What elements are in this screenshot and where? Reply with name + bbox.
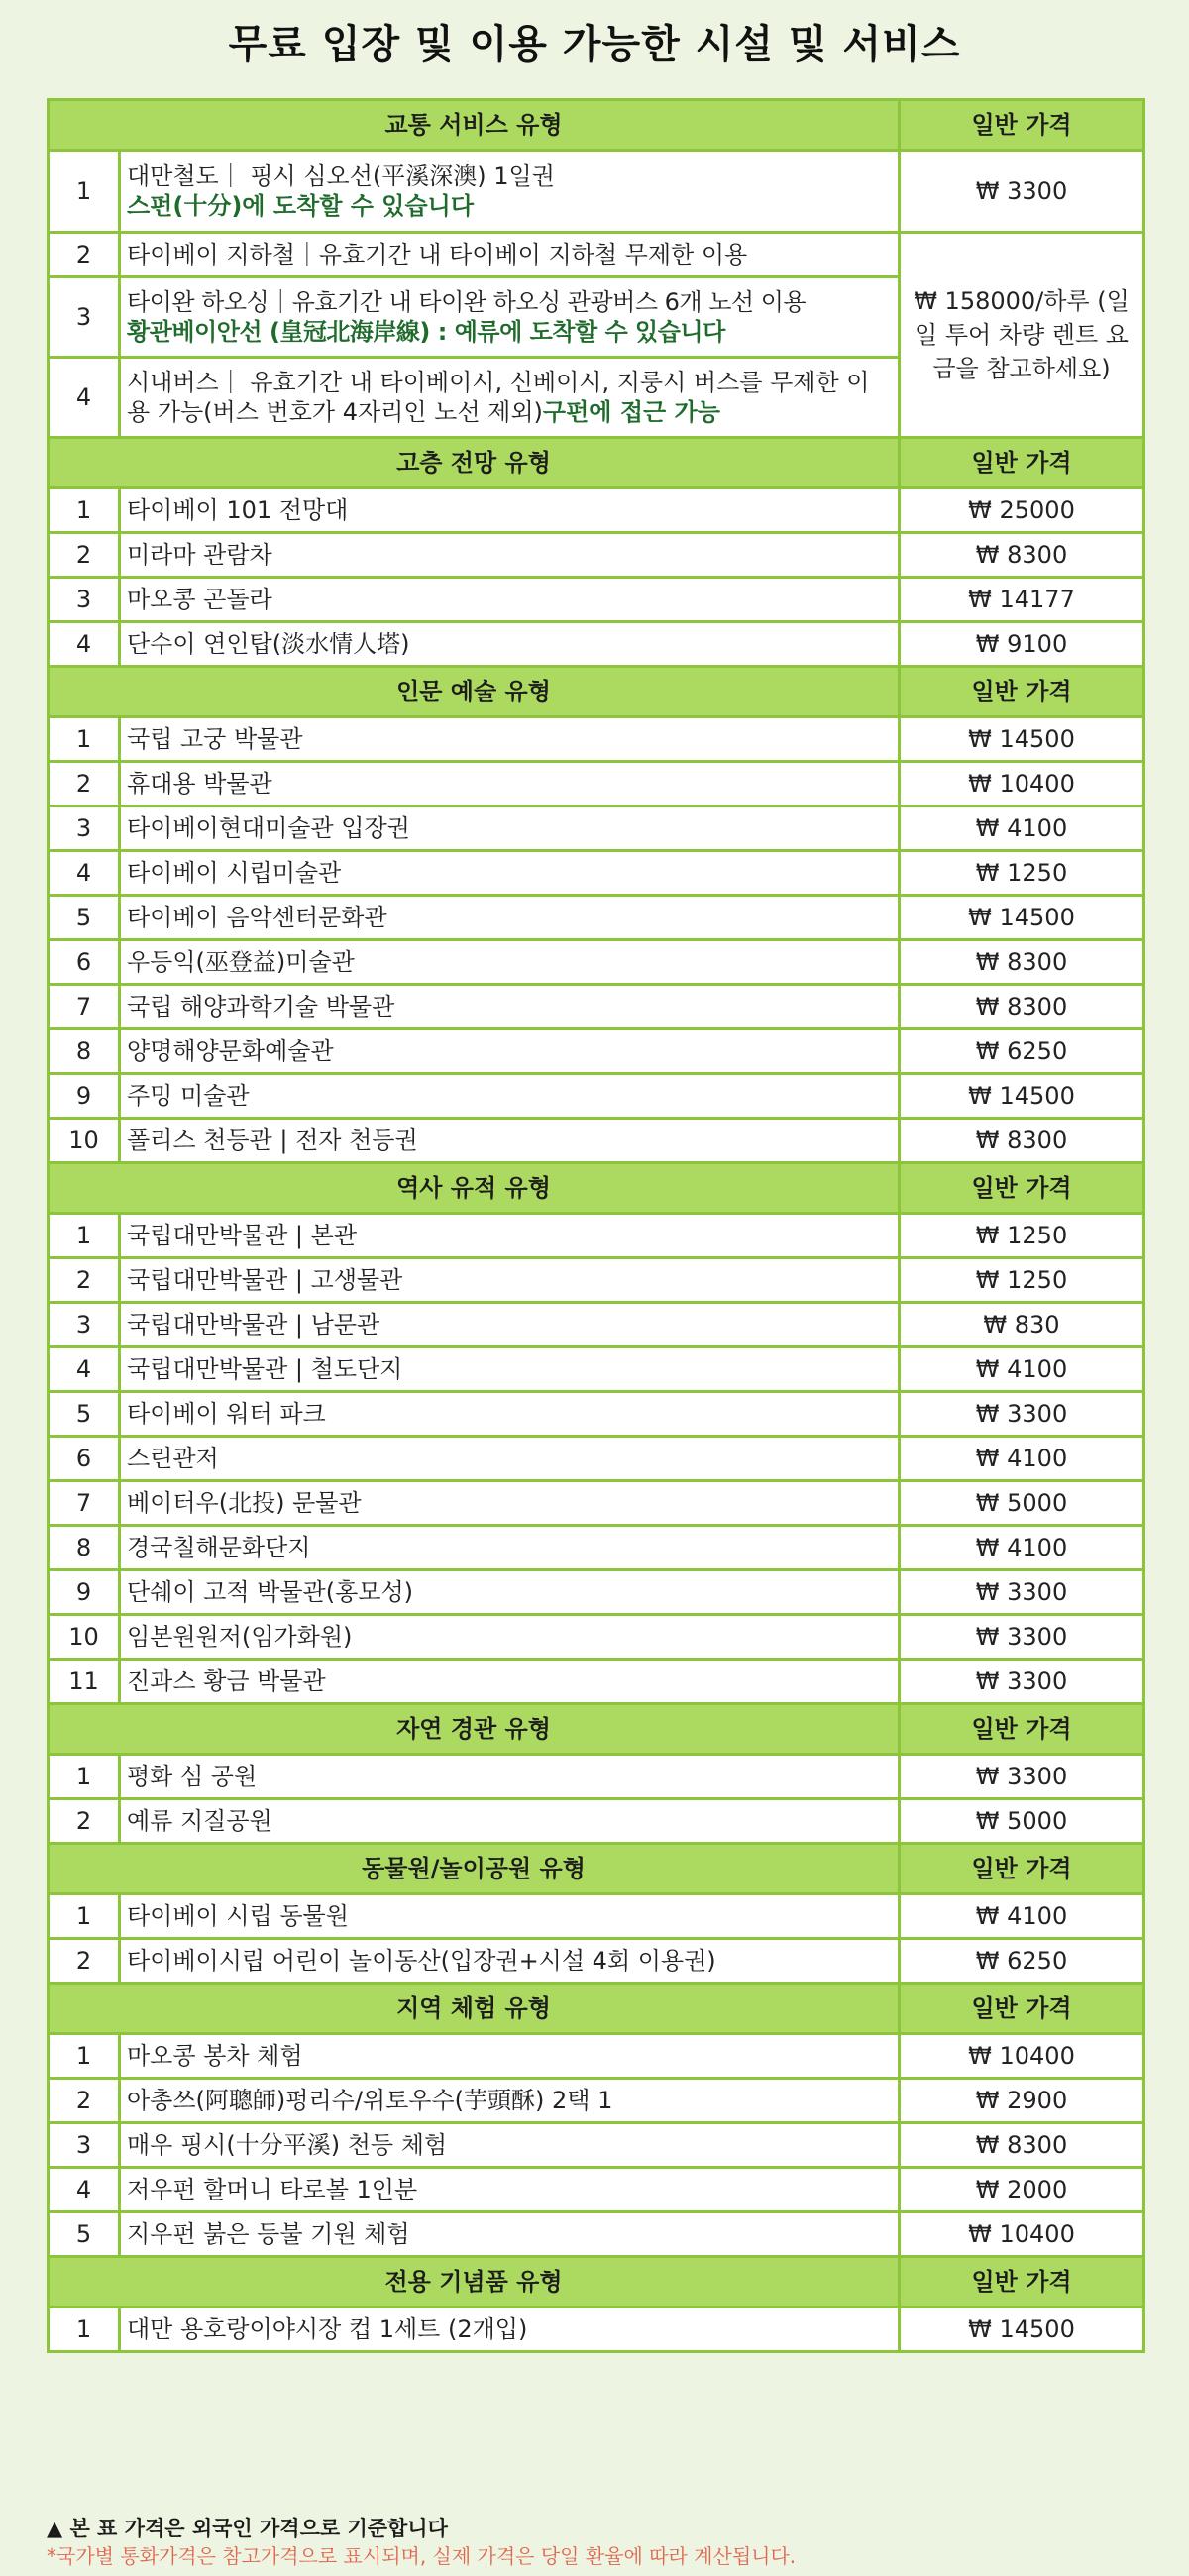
row-number: 1 (49, 151, 120, 233)
row-number: 2 (49, 1799, 120, 1844)
row-number: 4 (49, 358, 120, 438)
row-highlight: 스펀(十分)에 도착할 수 있습니다 (127, 192, 475, 220)
section-title: 교통 서비스 유형 (49, 100, 900, 151)
row-price: ₩ 3300 (900, 1615, 1144, 1660)
price-column-header: 일반 가격 (900, 667, 1144, 717)
row-number: 10 (49, 1119, 120, 1163)
row-number: 1 (49, 2308, 120, 2352)
row-price: ₩ 3300 (900, 1570, 1144, 1615)
table-row (49, 896, 1144, 940)
row-name: 국립 고궁 박물관 (120, 717, 900, 762)
row-name: 미라마 관람차 (120, 533, 900, 578)
row-name: 타이베이시립 어린이 놀이동산(입장권+시설 4회 이용권) (120, 1939, 900, 1984)
table-row (49, 2034, 1144, 2079)
row-name: 타이베이현대미술관 입장권 (120, 806, 900, 851)
row-price: ₩ 3300 (900, 151, 1144, 233)
price-column-header: 일반 가격 (900, 1163, 1144, 1214)
table-row (49, 806, 1144, 851)
row-price: ₩ 9100 (900, 622, 1144, 667)
row-name: 국립 해양과학기술 박물관 (120, 985, 900, 1029)
row-name (120, 277, 900, 358)
row-number: 2 (49, 533, 120, 578)
row-name: 아총쓰(阿聰師)펑리수/위토우수(芋頭酥) 2택 1 (120, 2079, 900, 2123)
merged-price: ₩ 158000/하루 (일일 투어 차량 렌트 요금을 참고하세요) (900, 233, 1144, 438)
row-price: ₩ 10400 (900, 2212, 1144, 2257)
row-price: ₩ 2900 (900, 2079, 1144, 2123)
note-foreigner-price: ▲ 본 표 가격은 외국인 가격으로 기준합니다 (47, 2517, 448, 2540)
section-title: 전용 기념품 유형 (49, 2257, 900, 2308)
table-row (49, 1029, 1144, 1074)
section-header (49, 1984, 1144, 2034)
row-number: 1 (49, 2034, 120, 2079)
section-title: 역사 유적 유형 (49, 1163, 900, 1214)
table-row (49, 851, 1144, 896)
row-price: ₩ 1250 (900, 1214, 1144, 1258)
row-price: ₩ 14500 (900, 896, 1144, 940)
table-row (49, 1894, 1144, 1939)
row-price: ₩ 3300 (900, 1392, 1144, 1437)
section-title: 자연 경관 유형 (49, 1704, 900, 1755)
row-price: ₩ 14177 (900, 578, 1144, 622)
row-price: ₩ 6250 (900, 1029, 1144, 1074)
row-name: 타이베이 시립 동물원 (120, 1894, 900, 1939)
table-row (49, 717, 1144, 762)
row-price: ₩ 14500 (900, 2308, 1144, 2352)
row-highlight: 구펀에 접근 가능 (542, 398, 720, 426)
section-title: 지역 체험 유형 (49, 1984, 900, 2034)
row-number: 2 (49, 762, 120, 806)
row-name: 베이터우(北投) 문물관 (120, 1481, 900, 1526)
facilities-table (47, 98, 1145, 2353)
table-row (49, 1214, 1144, 1258)
table-row (49, 2168, 1144, 2212)
row-name: 대만 용호랑이야시장 컵 1세트 (2개입) (120, 2308, 900, 2352)
table-row (49, 1392, 1144, 1437)
row-name: 폴리스 천등관 | 전자 천등권 (120, 1119, 900, 1163)
row-name: 우등익(巫登益)미술관 (120, 940, 900, 985)
row-price: ₩ 1250 (900, 851, 1144, 896)
table-row (49, 1119, 1144, 1163)
table-row (49, 1660, 1144, 1704)
row-highlight: 황관베이안선 (皇冠北海岸線) : 예류에 도착할 수 있습니다 (127, 318, 725, 346)
table-row (49, 985, 1144, 1029)
row-price: ₩ 8300 (900, 985, 1144, 1029)
row-number: 3 (49, 2123, 120, 2168)
row-number: 3 (49, 806, 120, 851)
row-name-text: 타이베이 지하철｜유효기간 내 타이베이 지하철 무제한 이용 (127, 241, 748, 268)
row-number: 2 (49, 2079, 120, 2123)
section-title: 고층 전망 유형 (49, 438, 900, 488)
row-price: ₩ 2000 (900, 2168, 1144, 2212)
table-row (49, 940, 1144, 985)
row-name: 스린관저 (120, 1437, 900, 1481)
row-name: 단쉐이 고적 박물관(홍모성) (120, 1570, 900, 1615)
row-price: ₩ 4100 (900, 1894, 1144, 1939)
row-number: 2 (49, 1939, 120, 1984)
row-price: ₩ 8300 (900, 1119, 1144, 1163)
row-name: 저우펀 할머니 타로볼 1인분 (120, 2168, 900, 2212)
row-number: 6 (49, 1437, 120, 1481)
row-price: ₩ 4100 (900, 806, 1144, 851)
price-column-header: 일반 가격 (900, 100, 1144, 151)
table-row (49, 1258, 1144, 1303)
row-name-text: 대만철도｜ 핑시 심오선(平溪深澳) 1일권 (127, 162, 555, 190)
section-header (49, 1704, 1144, 1755)
row-price: ₩ 8300 (900, 2123, 1144, 2168)
table-row (49, 2308, 1144, 2352)
table-row (49, 1437, 1144, 1481)
table-row (49, 233, 1144, 277)
section-title: 동물원/놀이공원 유형 (49, 1844, 900, 1894)
table-row (49, 151, 1144, 233)
table-row (49, 1570, 1144, 1615)
row-name (120, 233, 900, 277)
table-row (49, 1755, 1144, 1799)
price-column-header: 일반 가격 (900, 1704, 1144, 1755)
row-name: 국립대만박물관 | 철도단지 (120, 1347, 900, 1392)
price-column-header: 일반 가격 (900, 2257, 1144, 2308)
row-price: ₩ 3300 (900, 1660, 1144, 1704)
row-name-text: 시내버스｜ 유효기간 내 타이베이시, 신베이시, 지룽시 버스를 무제한 이용 가능(버스 번호가 4자리인 노선 제외) (127, 369, 870, 426)
row-name (120, 151, 900, 233)
row-number: 7 (49, 1481, 120, 1526)
row-number: 7 (49, 985, 120, 1029)
table-row (49, 622, 1144, 667)
row-name: 임본원원저(임가화원) (120, 1615, 900, 1660)
row-name: 휴대용 박물관 (120, 762, 900, 806)
row-price: ₩ 3300 (900, 1755, 1144, 1799)
section-header (49, 438, 1144, 488)
row-number: 4 (49, 851, 120, 896)
row-name: 단수이 연인탑(淡水情人塔) (120, 622, 900, 667)
row-number: 5 (49, 896, 120, 940)
section-header (49, 2257, 1144, 2308)
row-name: 타이베이 101 전망대 (120, 488, 900, 533)
row-number: 1 (49, 717, 120, 762)
row-number: 1 (49, 488, 120, 533)
row-number: 6 (49, 940, 120, 985)
row-name: 타이베이 음악센터문화관 (120, 896, 900, 940)
facilities-table-wrap (47, 98, 1142, 2353)
table-row (49, 1939, 1144, 1984)
table-row (49, 1526, 1144, 1570)
row-price: ₩ 1250 (900, 1258, 1144, 1303)
table-row (49, 1615, 1144, 1660)
table-row (49, 578, 1144, 622)
row-name: 국립대만박물관 | 본관 (120, 1214, 900, 1258)
price-column-header: 일반 가격 (900, 438, 1144, 488)
row-name: 지우펀 붉은 등불 기원 체험 (120, 2212, 900, 2257)
row-price: ₩ 4100 (900, 1437, 1144, 1481)
row-number: 3 (49, 578, 120, 622)
table-row (49, 2123, 1144, 2168)
row-name: 국립대만박물관 | 남문관 (120, 1303, 900, 1347)
table-row (49, 762, 1144, 806)
row-number: 3 (49, 1303, 120, 1347)
row-price: ₩ 8300 (900, 940, 1144, 985)
row-name-text: 타이완 하오싱｜유효기간 내 타이완 하오싱 관광버스 6개 노선 이용 (127, 288, 807, 316)
price-column-header: 일반 가격 (900, 1844, 1144, 1894)
table-row (49, 2212, 1144, 2257)
row-name: 국립대만박물관 | 고생물관 (120, 1258, 900, 1303)
row-name: 주밍 미술관 (120, 1074, 900, 1119)
row-number: 4 (49, 622, 120, 667)
row-name: 타이베이 워터 파크 (120, 1392, 900, 1437)
row-price: ₩ 8300 (900, 533, 1144, 578)
table-row (49, 2079, 1144, 2123)
table-row (49, 1799, 1144, 1844)
row-name: 마오콩 곤돌라 (120, 578, 900, 622)
row-price: ₩ 4100 (900, 1526, 1144, 1570)
row-name: 예류 지질공원 (120, 1799, 900, 1844)
row-number: 1 (49, 1894, 120, 1939)
row-number: 5 (49, 1392, 120, 1437)
row-name (120, 358, 900, 438)
row-name: 평화 섬 공원 (120, 1755, 900, 1799)
row-price: ₩ 5000 (900, 1481, 1144, 1526)
row-price: ₩ 14500 (900, 717, 1144, 762)
row-number: 4 (49, 1347, 120, 1392)
section-header (49, 667, 1144, 717)
row-name: 마오콩 봉차 체험 (120, 2034, 900, 2079)
row-name: 진과스 황금 박물관 (120, 1660, 900, 1704)
table-row (49, 1347, 1144, 1392)
row-number: 4 (49, 2168, 120, 2212)
row-number: 8 (49, 1029, 120, 1074)
row-price: ₩ 10400 (900, 762, 1144, 806)
row-number: 10 (49, 1615, 120, 1660)
row-number: 9 (49, 1570, 120, 1615)
row-name: 타이베이 시립미술관 (120, 851, 900, 896)
row-number: 3 (49, 277, 120, 358)
note-currency: *국가별 통화가격은 참고가격으로 표시되며, 실제 가격은 당일 환율에 따라 계산됩니다. (47, 2544, 797, 2568)
price-column-header: 일반 가격 (900, 1984, 1144, 2034)
row-number: 8 (49, 1526, 120, 1570)
row-price: ₩ 4100 (900, 1347, 1144, 1392)
row-number: 9 (49, 1074, 120, 1119)
table-row (49, 488, 1144, 533)
row-name: 매우 핑시(十分平溪) 천등 체험 (120, 2123, 900, 2168)
notes (47, 2515, 1142, 2570)
row-price: ₩ 14500 (900, 1074, 1144, 1119)
table-row (49, 1303, 1144, 1347)
row-number: 2 (49, 1258, 120, 1303)
table-row (49, 533, 1144, 578)
page-title: 무료 입장 및 이용 가능한 시설 및 서비스 (228, 22, 961, 67)
row-number: 11 (49, 1660, 120, 1704)
row-price: ₩ 830 (900, 1303, 1144, 1347)
row-price: ₩ 6250 (900, 1939, 1144, 1984)
row-number: 1 (49, 1214, 120, 1258)
row-name: 경국칠해문화단지 (120, 1526, 900, 1570)
section-header (49, 1844, 1144, 1894)
table-row (49, 1074, 1144, 1119)
row-number: 1 (49, 1755, 120, 1799)
section-title: 인문 예술 유형 (49, 667, 900, 717)
row-price: ₩ 10400 (900, 2034, 1144, 2079)
row-number: 2 (49, 233, 120, 277)
table-row (49, 1481, 1144, 1526)
section-header (49, 1163, 1144, 1214)
row-name: 양명해양문화예술관 (120, 1029, 900, 1074)
row-number: 5 (49, 2212, 120, 2257)
section-header-transport (49, 100, 1144, 151)
row-price: ₩ 5000 (900, 1799, 1144, 1844)
row-price: ₩ 25000 (900, 488, 1144, 533)
